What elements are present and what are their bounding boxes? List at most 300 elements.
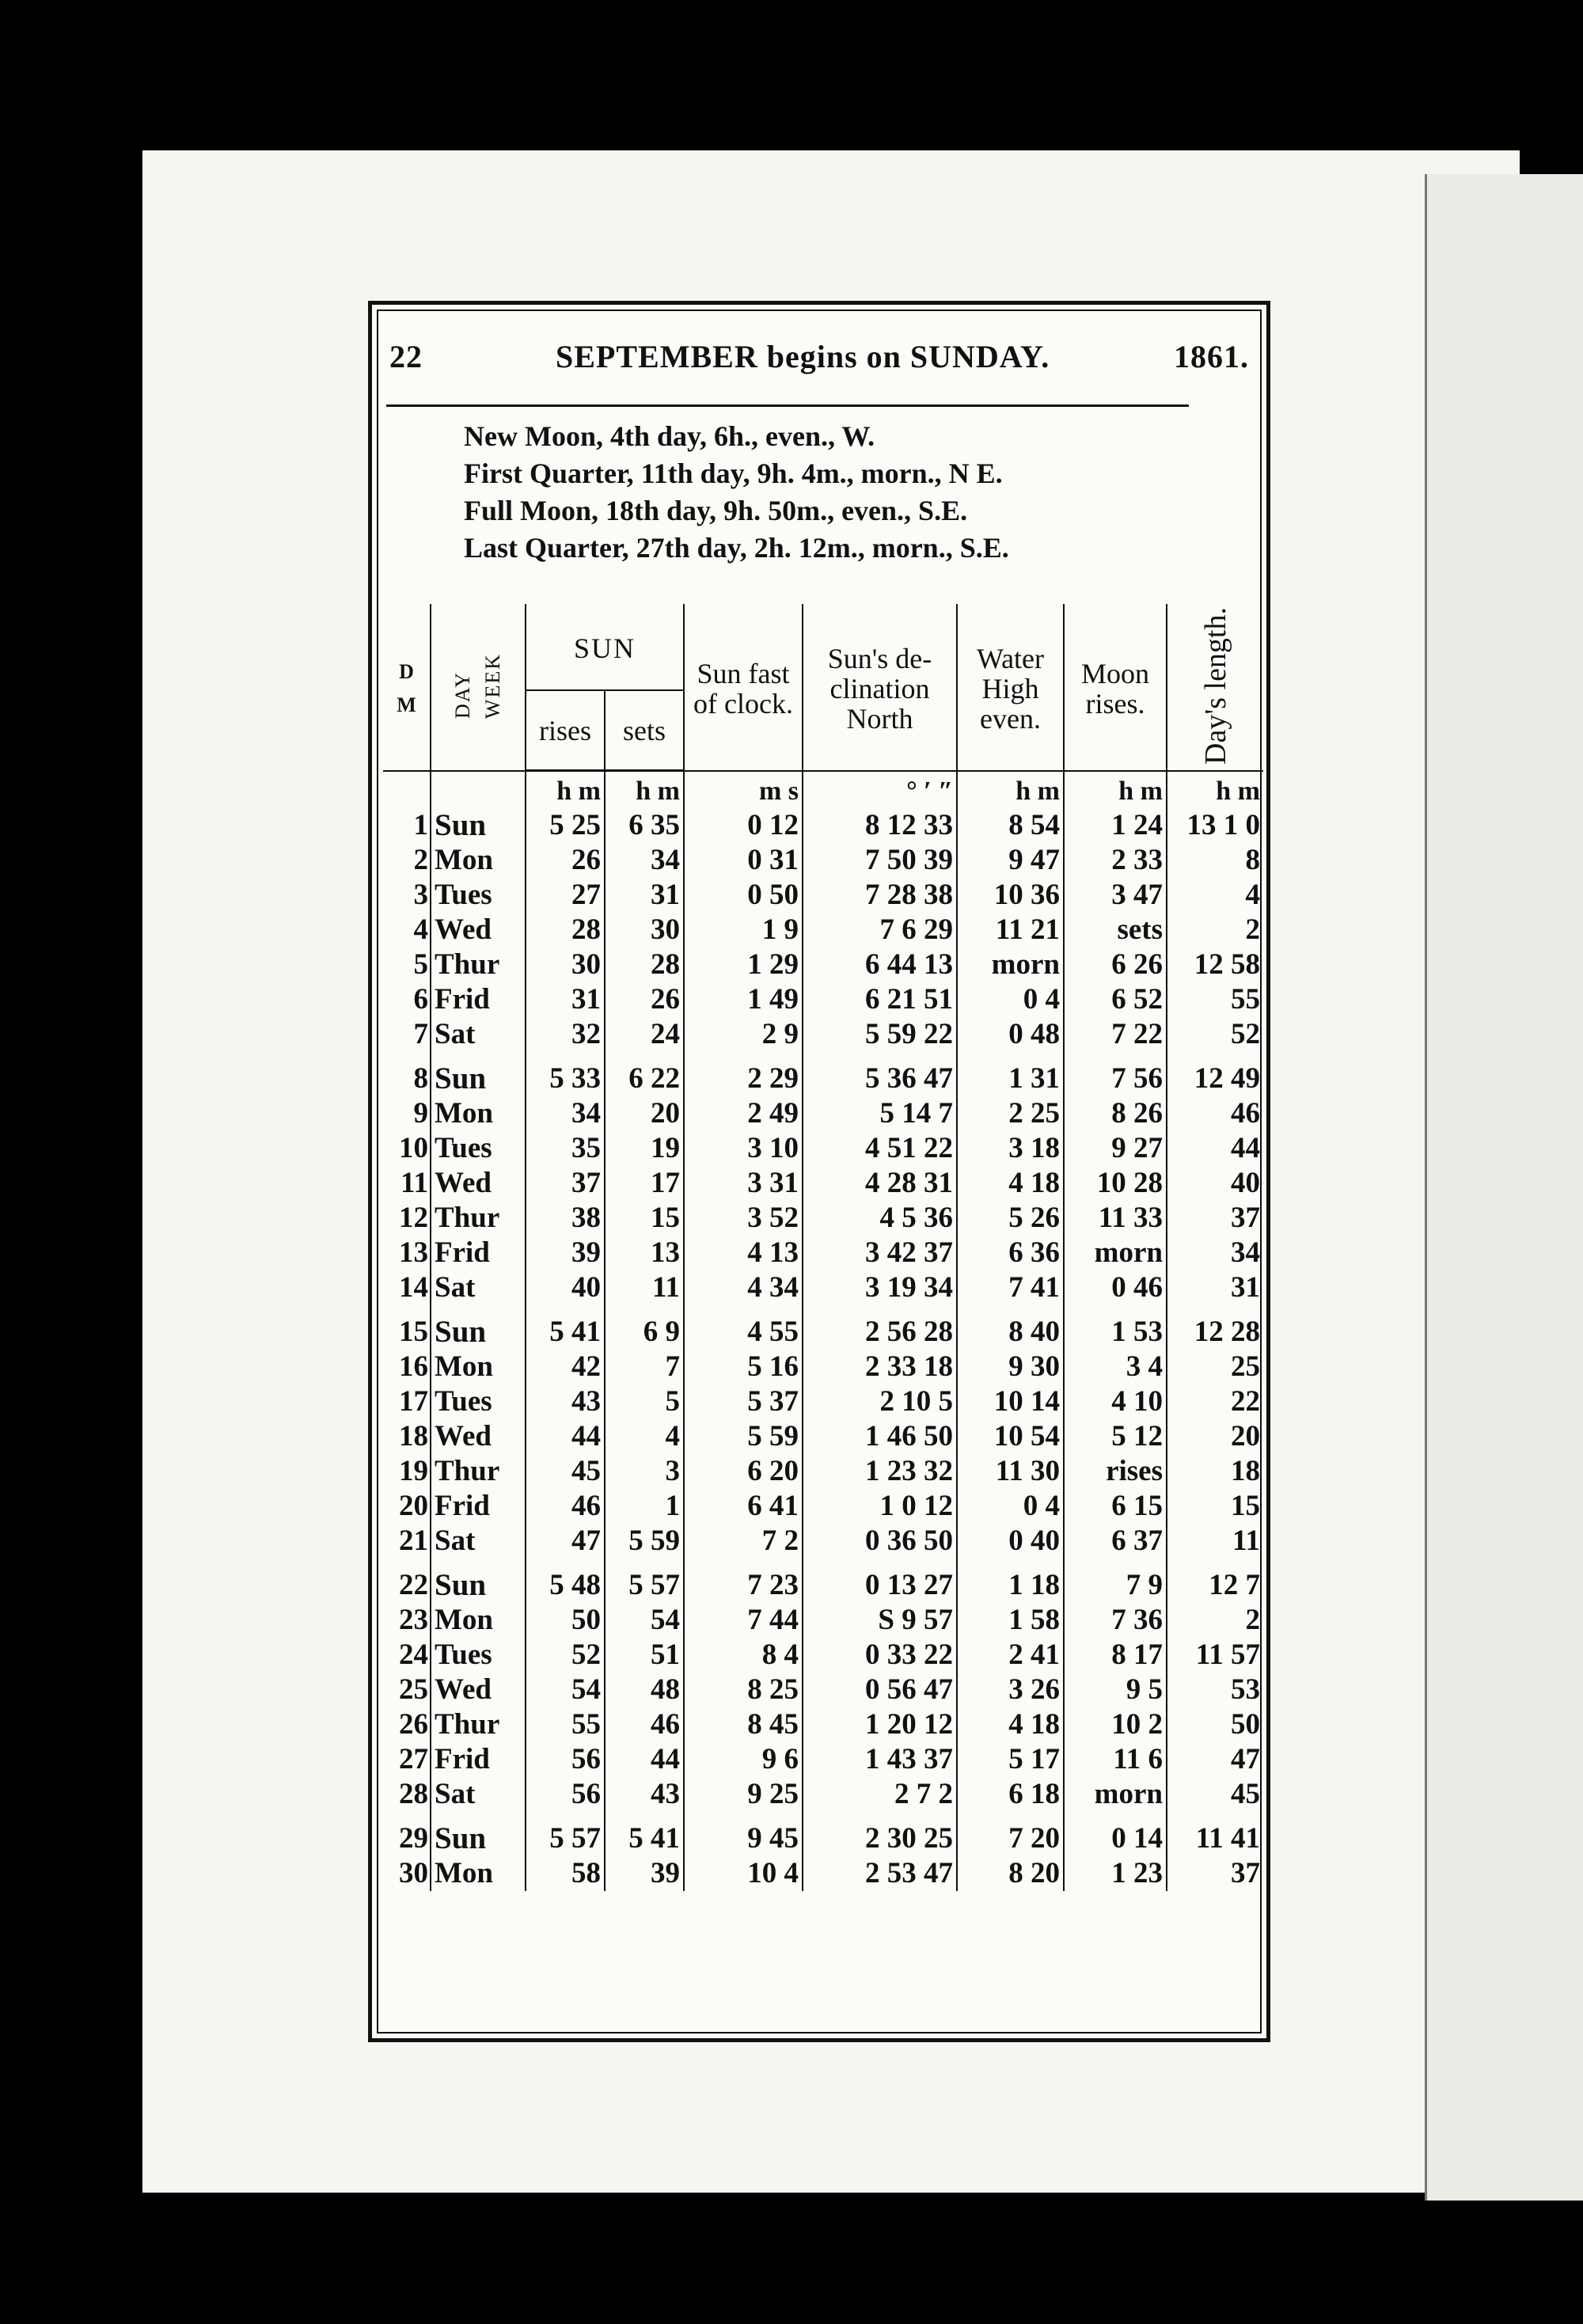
table-row xyxy=(383,1384,1263,1419)
day-of-week-cell: Mon xyxy=(431,1603,526,1638)
sunrise-cell: 5 25 xyxy=(526,808,605,843)
day-length-cell: 55 xyxy=(1167,982,1263,1017)
high-water-cell: 1 31 xyxy=(957,1052,1064,1096)
sunrise-cell: 5 33 xyxy=(526,1052,605,1096)
sun-fast-cell: 10 4 xyxy=(684,1856,803,1891)
day-of-week-cell: Tues xyxy=(431,1131,526,1166)
sun-fast-cell: 1 49 xyxy=(684,982,803,1017)
col-day-week xyxy=(431,604,526,771)
month-title: SEPTEMBER begins on SUNDAY. xyxy=(556,339,1050,374)
moon-time-cell: 7 56 xyxy=(1064,1052,1167,1096)
sun-fast-cell: 0 12 xyxy=(684,808,803,843)
declination-cell: 1 20 12 xyxy=(803,1707,957,1742)
day-of-week-cell: Wed xyxy=(431,913,526,947)
high-water-cell: morn xyxy=(957,947,1064,982)
table-row xyxy=(383,1559,1263,1603)
col-sun: SUN xyxy=(526,604,684,690)
high-water-cell: 8 20 xyxy=(957,1856,1064,1891)
moon-time-cell: 3 4 xyxy=(1064,1350,1167,1384)
day-of-week-cell: Thur xyxy=(431,1454,526,1489)
table-row xyxy=(383,1305,1263,1350)
high-water-cell: 0 48 xyxy=(957,1017,1064,1052)
day-number-cell: 28 xyxy=(399,1778,428,1811)
page-header xyxy=(389,338,1249,385)
day-number-cell: 12 xyxy=(399,1202,428,1235)
sunset-cell: 4 xyxy=(605,1419,684,1454)
declination-cell: 2 56 28 xyxy=(803,1305,957,1350)
sunset-cell: 28 xyxy=(605,947,684,982)
sun-fast-cell: 7 23 xyxy=(684,1559,803,1603)
table-row xyxy=(383,947,1263,982)
day-number-cell: 14 xyxy=(399,1271,428,1304)
high-water-cell: 0 4 xyxy=(957,982,1064,1017)
high-water-cell: 5 17 xyxy=(957,1742,1064,1777)
sun-fast-cell: 2 9 xyxy=(684,1017,803,1052)
sunset-cell: 5 xyxy=(605,1384,684,1419)
sunset-cell: 48 xyxy=(605,1673,684,1707)
sun-fast-cell: 5 59 xyxy=(684,1419,803,1454)
day-length-cell: 22 xyxy=(1167,1384,1263,1419)
moon-time-cell: 5 12 xyxy=(1064,1419,1167,1454)
day-of-week-cell: Wed xyxy=(431,1673,526,1707)
day-number-cell: 8 xyxy=(413,1062,428,1096)
sunrise-cell: 56 xyxy=(526,1777,605,1812)
sunset-cell: 1 xyxy=(605,1489,684,1524)
declination-cell: 8 12 33 xyxy=(803,808,957,843)
sunset-cell: 24 xyxy=(605,1017,684,1052)
declination-cell: 0 36 50 xyxy=(803,1524,957,1559)
sun-fast-cell: 3 10 xyxy=(684,1131,803,1166)
moon-time-cell: 9 5 xyxy=(1064,1673,1167,1707)
day-length-cell: 45 xyxy=(1167,1777,1263,1812)
table-row xyxy=(383,1603,1263,1638)
sunrise-cell: 37 xyxy=(526,1166,605,1201)
unit-fast: m s xyxy=(684,771,803,809)
moon-time-cell: 6 52 xyxy=(1064,982,1167,1017)
sunset-cell: 54 xyxy=(605,1603,684,1638)
day-length-cell: 13 1 0 xyxy=(1167,808,1263,843)
sunset-cell: 13 xyxy=(605,1236,684,1270)
declination-cell: 0 13 27 xyxy=(803,1559,957,1603)
day-length-cell: 15 xyxy=(1167,1489,1263,1524)
sun-fast-cell: 1 9 xyxy=(684,913,803,947)
col-sets: sets xyxy=(605,690,684,771)
high-water-cell: 11 21 xyxy=(957,913,1064,947)
declination-cell: 5 36 47 xyxy=(803,1052,957,1096)
declination-cell: 3 19 34 xyxy=(803,1270,957,1305)
day-of-week-cell: Wed xyxy=(431,1419,526,1454)
day-number-cell: 3 xyxy=(413,879,428,912)
day-of-week-cell: Frid xyxy=(431,982,526,1017)
high-water-cell: 4 18 xyxy=(957,1166,1064,1201)
sunrise-cell: 56 xyxy=(526,1742,605,1777)
sun-fast-cell: 5 37 xyxy=(684,1384,803,1419)
table-row xyxy=(383,1236,1263,1270)
table-row xyxy=(383,1166,1263,1201)
declination-cell: 0 56 47 xyxy=(803,1673,957,1707)
sun-fast-cell: 4 13 xyxy=(684,1236,803,1270)
sunrise-cell: 58 xyxy=(526,1856,605,1891)
sunset-cell: 15 xyxy=(605,1201,684,1236)
day-number-cell: 9 xyxy=(413,1097,428,1130)
day-length-cell: 11 xyxy=(1167,1524,1263,1559)
day-number-cell: 5 xyxy=(413,948,428,982)
moon-time-cell: 1 53 xyxy=(1064,1305,1167,1350)
sunrise-cell: 54 xyxy=(526,1673,605,1707)
declination-cell: 1 43 37 xyxy=(803,1742,957,1777)
sunset-cell: 20 xyxy=(605,1096,684,1131)
col-moon-rises: Moon rises. xyxy=(1064,604,1167,771)
day-length-cell: 12 7 xyxy=(1167,1559,1263,1603)
sunrise-cell: 35 xyxy=(526,1131,605,1166)
day-number-cell: 13 xyxy=(399,1236,428,1270)
table-row xyxy=(383,1270,1263,1305)
sunrise-cell: 30 xyxy=(526,947,605,982)
sun-fast-cell: 4 55 xyxy=(684,1305,803,1350)
day-of-week-cell: Sat xyxy=(431,1524,526,1559)
sunrise-cell: 50 xyxy=(526,1603,605,1638)
unit-length: h m xyxy=(1167,771,1263,809)
page-number: 22 xyxy=(389,339,423,374)
table-row xyxy=(383,1017,1263,1052)
unit-sunrise: h m xyxy=(526,771,605,809)
moon-phase-last-quarter: Last Quarter, 27th day, 2h. 12m., morn., S.E. xyxy=(464,532,1009,564)
moon-time-cell: 10 28 xyxy=(1064,1166,1167,1201)
high-water-cell: 5 26 xyxy=(957,1201,1064,1236)
high-water-cell: 6 36 xyxy=(957,1236,1064,1270)
almanac-table xyxy=(383,604,1263,1891)
table-row xyxy=(383,808,1263,843)
sunset-cell: 11 xyxy=(605,1270,684,1305)
sunrise-cell: 43 xyxy=(526,1384,605,1419)
declination-cell: 2 7 2 xyxy=(803,1777,957,1812)
sun-fast-cell: 8 4 xyxy=(684,1638,803,1673)
day-length-cell: 2 xyxy=(1167,913,1263,947)
unit-water: h m xyxy=(957,771,1064,809)
table-row xyxy=(383,982,1263,1017)
day-length-cell: 11 41 xyxy=(1167,1812,1263,1856)
moon-time-cell: 0 14 xyxy=(1064,1812,1167,1856)
day-length-cell: 52 xyxy=(1167,1017,1263,1052)
day-length-cell: 8 xyxy=(1167,843,1263,878)
high-water-cell: 1 58 xyxy=(957,1603,1064,1638)
declination-cell: 1 46 50 xyxy=(803,1419,957,1454)
moon-time-cell: 11 6 xyxy=(1064,1742,1167,1777)
day-of-week-cell: Frid xyxy=(431,1236,526,1270)
high-water-cell: 6 18 xyxy=(957,1777,1064,1812)
moon-time-cell: 2 33 xyxy=(1064,843,1167,878)
moon-time-cell: 7 22 xyxy=(1064,1017,1167,1052)
declination-cell: S 9 57 xyxy=(803,1603,957,1638)
table-row xyxy=(383,843,1263,878)
declination-cell: 5 14 7 xyxy=(803,1096,957,1131)
moon-time-cell: 6 37 xyxy=(1064,1524,1167,1559)
table-row xyxy=(383,878,1263,913)
table-row xyxy=(383,1096,1263,1131)
day-of-week-cell: Thur xyxy=(431,1201,526,1236)
high-water-cell: 7 41 xyxy=(957,1270,1064,1305)
day-of-week-cell: Mon xyxy=(431,1096,526,1131)
day-of-week-cell: Sun xyxy=(431,808,526,843)
day-number-cell: 4 xyxy=(413,913,428,947)
day-length-cell: 34 xyxy=(1167,1236,1263,1270)
table-row xyxy=(383,1350,1263,1384)
table-row xyxy=(383,1638,1263,1673)
col-d: D xyxy=(399,659,414,683)
moon-time-cell: 6 15 xyxy=(1064,1489,1167,1524)
col-day-month xyxy=(383,604,431,771)
moon-time-cell: rises xyxy=(1064,1454,1167,1489)
moon-time-cell: 11 33 xyxy=(1064,1201,1167,1236)
day-number-cell: 29 xyxy=(399,1822,428,1855)
day-of-week-cell: Sat xyxy=(431,1270,526,1305)
day-number-cell: 10 xyxy=(399,1132,428,1165)
day-length-cell: 12 28 xyxy=(1167,1305,1263,1350)
day-length-cell: 4 xyxy=(1167,878,1263,913)
sun-fast-cell: 3 52 xyxy=(684,1201,803,1236)
moon-time-cell: 7 9 xyxy=(1064,1559,1167,1603)
sunset-cell: 51 xyxy=(605,1638,684,1673)
table-row xyxy=(383,1812,1263,1856)
moon-time-cell: morn xyxy=(1064,1777,1167,1812)
day-number-cell: 21 xyxy=(399,1525,428,1558)
units-row xyxy=(383,771,1263,809)
day-of-week-cell: Mon xyxy=(431,843,526,878)
moon-time-cell: 1 23 xyxy=(1064,1856,1167,1891)
moon-phase-new: New Moon, 4th day, 6h., even., W. xyxy=(464,420,875,452)
day-number-cell: 2 xyxy=(413,844,428,877)
high-water-cell: 9 47 xyxy=(957,843,1064,878)
sun-fast-cell: 0 50 xyxy=(684,878,803,913)
day-of-week-cell: Sat xyxy=(431,1777,526,1812)
unit-sunset: h m xyxy=(605,771,684,809)
day-of-week-cell: Mon xyxy=(431,1350,526,1384)
day-of-week-cell: Sun xyxy=(431,1305,526,1350)
day-number-cell: 20 xyxy=(399,1490,428,1523)
high-water-cell: 0 4 xyxy=(957,1489,1064,1524)
col-sun-fast: Sun fast of clock. xyxy=(684,604,803,771)
day-length-cell: 47 xyxy=(1167,1742,1263,1777)
sunset-cell: 34 xyxy=(605,843,684,878)
declination-cell: 2 33 18 xyxy=(803,1350,957,1384)
sunrise-cell: 34 xyxy=(526,1096,605,1131)
day-of-week-cell: Frid xyxy=(431,1489,526,1524)
table-row xyxy=(383,1777,1263,1812)
sunset-cell: 17 xyxy=(605,1166,684,1201)
high-water-cell: 10 54 xyxy=(957,1419,1064,1454)
sun-fast-cell: 8 45 xyxy=(684,1707,803,1742)
sunrise-cell: 52 xyxy=(526,1638,605,1673)
sunset-cell: 6 35 xyxy=(605,808,684,843)
sunrise-cell: 44 xyxy=(526,1419,605,1454)
col-declination: Sun's de- clination North xyxy=(803,604,957,771)
day-of-week-cell: Wed xyxy=(431,1166,526,1201)
day-length-cell: 37 xyxy=(1167,1201,1263,1236)
sunset-cell: 6 22 xyxy=(605,1052,684,1096)
sunset-cell: 7 xyxy=(605,1350,684,1384)
table-row xyxy=(383,1454,1263,1489)
day-length-cell: 2 xyxy=(1167,1603,1263,1638)
declination-cell: 1 23 32 xyxy=(803,1454,957,1489)
table-row xyxy=(383,1742,1263,1777)
col-days-length xyxy=(1167,604,1263,771)
high-water-cell: 3 18 xyxy=(957,1131,1064,1166)
sunset-cell: 5 59 xyxy=(605,1524,684,1559)
sunrise-cell: 45 xyxy=(526,1454,605,1489)
day-number-cell: 15 xyxy=(399,1316,428,1349)
col-day: DAY xyxy=(451,671,474,720)
sunset-cell: 46 xyxy=(605,1707,684,1742)
unit-moon: h m xyxy=(1064,771,1167,809)
day-number-cell: 23 xyxy=(399,1604,428,1637)
almanac-frame-inner xyxy=(377,309,1262,2034)
day-length-cell: 40 xyxy=(1167,1166,1263,1201)
sunset-cell: 31 xyxy=(605,878,684,913)
sunrise-cell: 40 xyxy=(526,1270,605,1305)
day-length-cell: 11 57 xyxy=(1167,1638,1263,1673)
declination-cell: 2 10 5 xyxy=(803,1384,957,1419)
moon-time-cell: 10 2 xyxy=(1064,1707,1167,1742)
declination-cell: 6 44 13 xyxy=(803,947,957,982)
high-water-cell: 10 14 xyxy=(957,1384,1064,1419)
day-number-cell: 22 xyxy=(399,1569,428,1602)
sunrise-cell: 42 xyxy=(526,1350,605,1384)
high-water-cell: 9 30 xyxy=(957,1350,1064,1384)
almanac-rows xyxy=(383,771,1263,1892)
declination-cell: 4 51 22 xyxy=(803,1131,957,1166)
high-water-cell: 7 20 xyxy=(957,1812,1064,1856)
declination-cell: 7 28 38 xyxy=(803,878,957,913)
day-length-cell: 20 xyxy=(1167,1419,1263,1454)
col-water-high: Water High even. xyxy=(957,604,1064,771)
sunrise-cell: 5 48 xyxy=(526,1559,605,1603)
day-of-week-cell: Mon xyxy=(431,1856,526,1891)
day-number-cell: 19 xyxy=(399,1455,428,1488)
high-water-cell: 2 25 xyxy=(957,1096,1064,1131)
adjacent-page-edge xyxy=(1425,174,1583,2201)
declination-cell: 5 59 22 xyxy=(803,1017,957,1052)
declination-cell: 0 33 22 xyxy=(803,1638,957,1673)
table-row xyxy=(383,913,1263,947)
sun-fast-cell: 8 25 xyxy=(684,1673,803,1707)
declination-cell: 1 0 12 xyxy=(803,1489,957,1524)
sunset-cell: 6 9 xyxy=(605,1305,684,1350)
declination-cell: 2 53 47 xyxy=(803,1856,957,1891)
header-rule xyxy=(386,404,1189,407)
sunset-cell: 5 57 xyxy=(605,1559,684,1603)
moon-time-cell: 7 36 xyxy=(1064,1603,1167,1638)
table-row xyxy=(383,1489,1263,1524)
col-rises: rises xyxy=(526,690,605,771)
table-row xyxy=(383,1856,1263,1891)
moon-phase-first-quarter: First Quarter, 11th day, 9h. 4m., morn., N E. xyxy=(464,458,1003,489)
sunrise-cell: 5 41 xyxy=(526,1305,605,1350)
sunrise-cell: 32 xyxy=(526,1017,605,1052)
sunset-cell: 3 xyxy=(605,1454,684,1489)
high-water-cell: 10 36 xyxy=(957,878,1064,913)
day-length-cell: 53 xyxy=(1167,1673,1263,1707)
moon-time-cell: sets xyxy=(1064,913,1167,947)
day-number-cell: 1 xyxy=(413,809,428,842)
moon-time-cell: 9 27 xyxy=(1064,1131,1167,1166)
day-of-week-cell: Thur xyxy=(431,947,526,982)
sunrise-cell: 38 xyxy=(526,1201,605,1236)
day-length-cell: 31 xyxy=(1167,1270,1263,1305)
table-row xyxy=(383,1201,1263,1236)
col-days-length-label: Day's length. xyxy=(1198,607,1232,765)
sun-fast-cell: 2 29 xyxy=(684,1052,803,1096)
year: 1861. xyxy=(1174,339,1249,374)
sun-fast-cell: 2 49 xyxy=(684,1096,803,1131)
declination-cell: 3 42 37 xyxy=(803,1236,957,1270)
day-of-week-cell: Tues xyxy=(431,1638,526,1673)
sun-fast-cell: 6 41 xyxy=(684,1489,803,1524)
sun-fast-cell: 0 31 xyxy=(684,843,803,878)
moon-time-cell: 1 24 xyxy=(1064,808,1167,843)
table-row xyxy=(383,1052,1263,1096)
table-row xyxy=(383,1131,1263,1166)
high-water-cell: 8 54 xyxy=(957,808,1064,843)
declination-cell: 7 50 39 xyxy=(803,843,957,878)
sun-fast-cell: 7 44 xyxy=(684,1603,803,1638)
sunrise-cell: 39 xyxy=(526,1236,605,1270)
day-length-cell: 25 xyxy=(1167,1350,1263,1384)
high-water-cell: 8 40 xyxy=(957,1305,1064,1350)
moon-time-cell: 8 26 xyxy=(1064,1096,1167,1131)
sunrise-cell: 27 xyxy=(526,878,605,913)
day-number-cell: 18 xyxy=(399,1420,428,1453)
day-number-cell: 17 xyxy=(399,1385,428,1418)
sun-fast-cell: 6 20 xyxy=(684,1454,803,1489)
day-length-cell: 37 xyxy=(1167,1856,1263,1891)
sunrise-cell: 5 57 xyxy=(526,1812,605,1856)
sun-fast-cell: 7 2 xyxy=(684,1524,803,1559)
moon-phase-full: Full Moon, 18th day, 9h. 50m., even., S.E. xyxy=(464,495,968,526)
day-number-cell: 30 xyxy=(399,1857,428,1890)
col-week: WEEK xyxy=(481,652,504,720)
day-of-week-cell: Sun xyxy=(431,1812,526,1856)
sun-fast-cell: 4 34 xyxy=(684,1270,803,1305)
high-water-cell: 3 26 xyxy=(957,1673,1064,1707)
declination-cell: 2 30 25 xyxy=(803,1812,957,1856)
sunrise-cell: 28 xyxy=(526,913,605,947)
day-length-cell: 44 xyxy=(1167,1131,1263,1166)
day-number-cell: 11 xyxy=(400,1167,428,1200)
table-row xyxy=(383,1673,1263,1707)
declination-cell: 7 6 29 xyxy=(803,913,957,947)
day-of-week-cell: Sat xyxy=(431,1017,526,1052)
day-number-cell: 24 xyxy=(399,1639,428,1672)
day-of-week-cell: Sun xyxy=(431,1559,526,1603)
sun-fast-cell: 9 6 xyxy=(684,1742,803,1777)
sun-fast-cell: 1 29 xyxy=(684,947,803,982)
moon-time-cell: 4 10 xyxy=(1064,1384,1167,1419)
unit-decl: ° ′ ″ xyxy=(803,771,957,809)
declination-cell: 4 5 36 xyxy=(803,1201,957,1236)
day-length-cell: 18 xyxy=(1167,1454,1263,1489)
sunrise-cell: 26 xyxy=(526,843,605,878)
sunset-cell: 19 xyxy=(605,1131,684,1166)
sunset-cell: 39 xyxy=(605,1856,684,1891)
day-number-cell: 26 xyxy=(399,1708,428,1741)
sunrise-cell: 46 xyxy=(526,1489,605,1524)
declination-cell: 6 21 51 xyxy=(803,982,957,1017)
high-water-cell: 11 30 xyxy=(957,1454,1064,1489)
sunset-cell: 43 xyxy=(605,1777,684,1812)
high-water-cell: 2 41 xyxy=(957,1638,1064,1673)
sun-fast-cell: 3 31 xyxy=(684,1166,803,1201)
sunset-cell: 5 41 xyxy=(605,1812,684,1856)
